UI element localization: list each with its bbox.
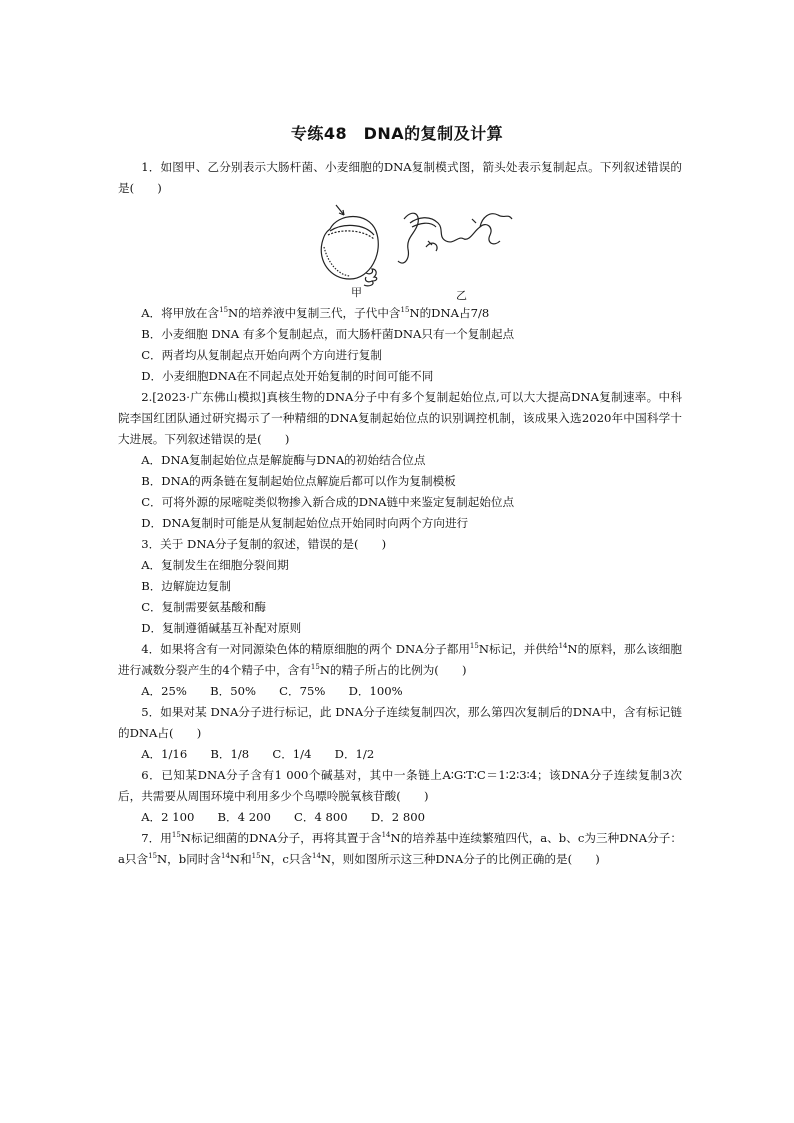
stem-text: 7．用 [141,831,172,845]
superscript: 15 [469,642,479,650]
question-2-option-a: A．DNA复制起始位点是解旋酶与DNA的初始结合位点 [141,453,426,467]
question-3-option-a: A．复制发生在细胞分裂间期 [141,558,289,572]
question-1-stem: 1．如图甲、乙分别表示大肠杆菌、小麦细胞的DNA复制模式图，箭头处表示复制起点。下列叙述错误的是( ) [118,160,682,195]
superscript: 15 [400,306,410,314]
question-2-option-d: D．DNA复制时可能是从复制起始位点开始同时向两个方向进行 [141,516,469,530]
stem-text: N的原料，那么该细胞进行减数分裂产生的4个精子中，含有 [118,642,682,677]
stem-text: N的培养基中连续繁殖四代，a、b、c为三种DNA分子：a只含 [118,831,682,866]
figure-label-yi: 乙 [456,289,467,302]
stem-text: N，则如图所示这三种DNA分子的比例正确的是( ) [320,852,600,866]
stem-text: N标记细菌的DNA分子，再将其置于含 [180,831,382,845]
superscript: 15 [148,852,158,860]
superscript: 14 [558,642,568,650]
superscript: 15 [219,306,229,314]
question-4-options: A．25% B．50% C．75% D．100% [141,684,403,698]
stem-text: N和 [229,852,252,866]
stem-text: N，c只含 [260,852,312,866]
option-text: A．将甲放在含 [141,306,220,320]
wheat-linear-dna-figure [398,213,512,263]
question-list [118,157,682,870]
question-1-figure [118,199,682,303]
question-2-option-c: C．可将外源的尿嘧啶类似物掺入新合成的DNA链中来鉴定复制起始位点 [141,495,515,509]
question-2-option-b: B．DNA的两条链在复制起始位点解旋后都可以作为复制模板 [141,474,456,488]
page-title: 专练48 DNA的复制及计算 [290,124,504,143]
ecoli-circular-dna-figure [321,205,378,286]
stem-text: 4．如果将含有一对同源染色体的精原细胞的两个 DNA分子都用 [141,642,470,656]
superscript: 14 [220,852,230,860]
superscript: 15 [251,852,261,860]
stem-text: N，b同时含 [157,852,221,866]
question-1-option-a [118,303,682,324]
superscript: 14 [312,852,321,860]
option-text: N的DNA占7/8 [409,306,490,320]
stem-text: N的精子所占的比例为( ) [319,663,467,677]
question-1-option-d: D．小麦细胞DNA在不同起点处开始复制的时间可能不同 [141,369,434,383]
question-7-stem [118,828,682,870]
question-6-stem: 6．已知某DNA分子含有1 000个碱基对，其中一条链上A∶G∶T∶C＝1∶2∶3∶4；该DNA分子连续复制3次后，共需要从周围环境中利用多少个鸟嘌呤脱氧核苷酸( ) [118,768,682,803]
question-3-option-b: B．边解旋边复制 [141,579,231,593]
superscript: 15 [171,831,181,839]
dna-replication-diagram [308,201,518,291]
superscript: 14 [381,831,391,839]
question-3-option-d: D．复制遵循碱基互补配对原则 [141,621,302,635]
figure-label-jia: 甲 [351,286,362,299]
question-5-stem: 5．如果对某 DNA分子进行标记，此 DNA分子连续复制四次，那么第四次复制后的DNA中，含有标记链的DNA占( ) [118,705,682,740]
question-3-option-c: C．复制需要氨基酸和酶 [141,600,266,614]
question-4-stem [118,639,682,681]
question-1-option-c: C．两者均从复制起点开始向两个方向进行复制 [141,348,382,362]
question-5-options: A．1/16 B．1/8 C．1/4 D．1/2 [141,747,375,761]
question-2-stem: 2.[2023·广东佛山模拟]真核生物的DNA分子中有多个复制起始位点,可以大大提高DNA复制速率。中科院李国红团队通过研究揭示了一种精细的DNA复制起始位点的识别调控机制，该成果入选2020年中国科学十大进展。下列叙述错误的是( ) [118,390,682,446]
question-3-stem: 3．关于 DNA分子复制的叙述，错误的是( ) [141,537,387,551]
question-1-option-b: B．小麦细胞 DNA 有多个复制起点，而大肠杆菌DNA只有一个复制起点 [141,327,515,341]
stem-text: N标记，并供给 [478,642,559,656]
question-6-options: A．2 100 B．4 200 C．4 800 D．2 800 [141,810,425,824]
option-text: N的培养液中复制三代，子代中含 [228,306,401,320]
superscript: 15 [310,663,320,671]
